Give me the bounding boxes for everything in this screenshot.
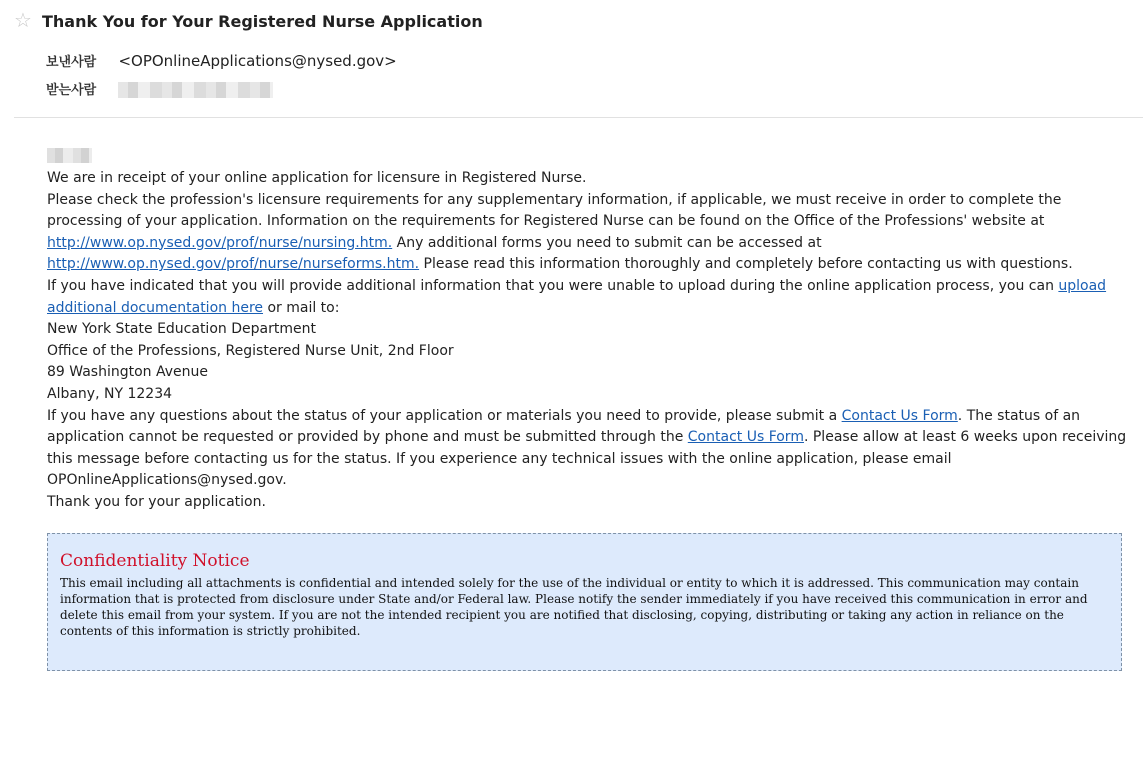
paragraph-contact: If you have any questions about the status of your application or materials you need to provide, please submit a Contact Us Form. The status of an application cannot be requested or provided by phone and must be submitted through the Contact Us Form. Please allow at least 6 weeks upon receiving this message before contacting us for the status. If you experience any technical issues with the online application, please email OPOnlineApplications@nysed.gov. (47, 407, 1127, 489)
confidentiality-notice (47, 533, 1122, 671)
to-label: 받는사람 (46, 83, 97, 98)
from-label: 보낸사람 (46, 55, 97, 70)
contact-us-form-link[interactable]: Contact Us Form (841, 407, 958, 424)
address-line-4: Albany, NY 12234 (47, 385, 173, 402)
redacted-salutation (47, 148, 92, 163)
from-address[interactable]: <OPOnlineApplications@nysed.gov> (118, 52, 397, 70)
address-line-2: Office of the Professions, Registered Nurse Unit, 2nd Floor (47, 342, 454, 359)
nursing-requirements-link[interactable]: http://www.op.nysed.gov/prof/nurse/nursing.htm. (47, 234, 393, 251)
email-body (47, 148, 1132, 514)
sender-row (46, 51, 397, 73)
notice-text: This email including all attachments is confidential and intended solely for the use of the individual or entity to which it is addressed. This communication may contain information that is protected from disclosure under State and/or Federal law. Please notify the sender immediately if you have received this communication in error and delete this email from your system. If you are not the intended recipient you are notified that disclosing, copying, distributing or taking any action in reliance on the contents of this information is strictly prohibited. (60, 576, 1088, 638)
address-line-1: New York State Education Department (47, 321, 316, 338)
paragraph-requirements: Please check the profession's licensure requirements for any supplementary information, if applicable, we must receive in order to complete the processing of your application. Information on the requirements for Registered Nurse can be found on the Office of the Professions' website at http://www.op.nysed.gov/prof/nurse/nursing.htm. Any additional forms you need to submit can be accessed at http://www.op.nysed.gov/prof/nurse/nurseforms.htm. Please read this information thoroughly and completely before contacting us with questions. (47, 191, 1073, 273)
nurse-forms-link[interactable]: http://www.op.nysed.gov/prof/nurse/nurseforms.htm. (47, 256, 420, 273)
address-line-3: 89 Washington Avenue (47, 364, 208, 381)
upload-documentation-link[interactable]: upload additional documentation here (47, 277, 1107, 316)
email-header (0, 0, 1143, 118)
star-icon[interactable]: ☆ (14, 8, 32, 32)
recipient-row (46, 80, 273, 101)
email-subject: Thank You for Your Registered Nurse Application (42, 12, 483, 31)
paragraph-upload: If you have indicated that you will provide additional information that you were unable to upload during the online application process, you can upload additional documentation here or mail to: (47, 277, 1107, 316)
redacted-recipient (118, 82, 273, 98)
notice-title: Confidentiality Notice (60, 551, 250, 571)
contact-us-form-link-2[interactable]: Contact Us Form (687, 429, 804, 446)
paragraph-receipt: We are in receipt of your online application for licensure in Registered Nurse. (47, 170, 587, 186)
message-text (47, 168, 1132, 514)
paragraph-thanks: Thank you for your application. (47, 493, 266, 510)
header-divider (14, 117, 1143, 118)
